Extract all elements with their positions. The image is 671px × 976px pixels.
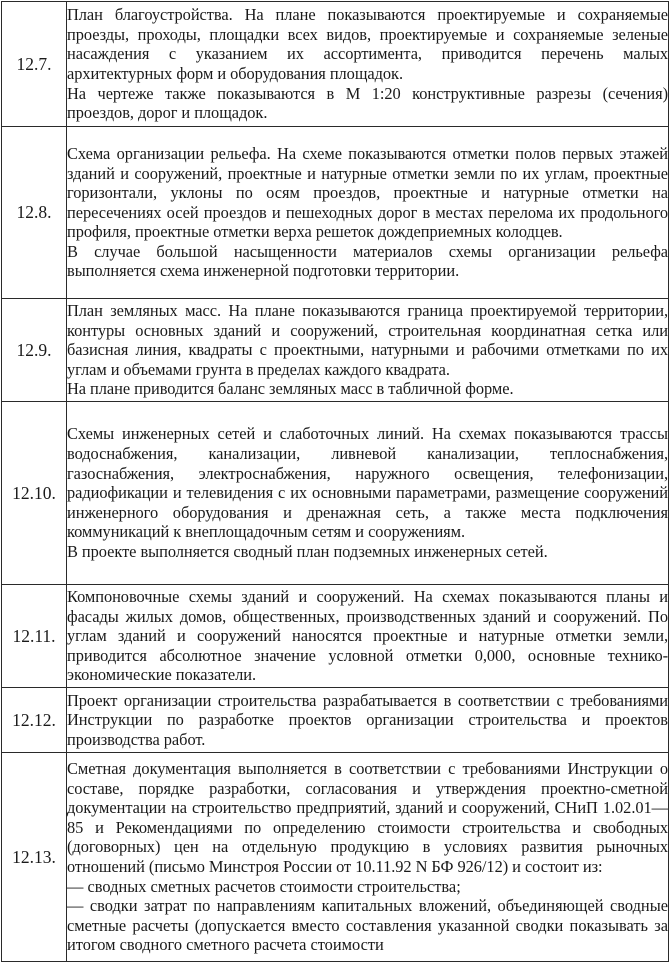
section-text [67, 402, 669, 585]
paragraph: В проекте выполняется сводный план подземных инженерных сетей. [67, 541, 548, 561]
table-row [2, 127, 669, 299]
section-number: 12.9. [2, 299, 67, 402]
table-row [2, 585, 669, 688]
section-number: 12.13. [2, 753, 67, 962]
paragraph: План земляных масс. На плане показываются граница проектируемой территории, контуры основных зданий и сооружений, строительная координатная сетка или базисная линия, квадраты с проектными, натурными и рабочими отметками по их углам и объемами грунта в пределах каждого квадрата. [67, 301, 668, 379]
paragraph: Схема организации рельефа. На схеме показываются отметки полов первых этажей зданий и сооружений, проектные и натурные отметки земли по их углам, проектные горизонтали, уклоны по осям проездов, проектные и натурные отметки на пересечениях осей проездов и пешеходных дорог в местах перелома их продольного профиля, проектные отметки верха решеток дождеприемных колодцев. [67, 143, 668, 242]
section-number: 12.11. [2, 585, 67, 688]
table-row [2, 688, 669, 753]
requirements-table [1, 1, 669, 962]
paragraph: На плане приводится баланс земляных масс в табличной форме. [67, 379, 514, 399]
table-row [2, 299, 669, 402]
table-row [2, 2, 669, 127]
list-item: — сводных сметных расчетов стоимости строительства; [67, 876, 461, 896]
section-text [67, 2, 669, 127]
section-text [67, 585, 669, 688]
table-row [2, 402, 669, 585]
section-text [67, 688, 669, 753]
list-item: — сводки затрат по направлениям капитальных вложений, объединяющей сводные сметные расчеты (допускается вместо составления указанной сводки показывать за итогом сводного сметного расчета стоимости [67, 896, 668, 955]
paragraph: Проект организации строительства разрабатывается в соответствии с требованиями Инструкции по разработке проектов организации строительства и проектов производства работ. [67, 690, 668, 749]
table-row [2, 753, 669, 962]
section-number: 12.7. [2, 2, 67, 127]
section-text [67, 127, 669, 299]
paragraph: Схемы инженерных сетей и слаботочных линий. На схемах показываются трассы водоснабжения, канализации, ливневой канализации, теплоснабжения, газоснабжения, электроснабжения, наружного освещения, телефонизации, радиофикации и телевидения с их основными параметрами, размещение сооружений инженерного оборудования и дренажная сеть, а также места подключения коммуникаций к внеплощадочным сетям и сооружениям. [67, 424, 668, 542]
paragraph: На чертеже также показываются в М 1:20 конструктивные разрезы (сечения) проездов, дорог и площадок. [67, 83, 668, 123]
paragraph: В случае большой насыщенности материалов схемы организации рельефа выполняется схема инженерной подготовки территории. [67, 241, 668, 281]
section-text [67, 753, 669, 962]
section-number: 12.12. [2, 688, 67, 753]
paragraph: Компоновочные схемы зданий и сооружений. На схемах показываются планы и фасады жилых домов, общественных, производственных зданий и сооружений. По углам зданий и сооружений наносятся проектные и натурные отметки земли, приводится абсолютное значение условной отметки 0,000, основные технико-экономические показатели. [67, 587, 668, 685]
section-number: 12.8. [2, 127, 67, 299]
section-text [67, 299, 669, 402]
section-number: 12.10. [2, 402, 67, 585]
paragraph: План благоустройства. На плане показываются проектируемые и сохраняемые проезды, проходы, площадки всех видов, проектируемые и сохраняемые зеленые насаждения с указанием их ассортимента, приводится перечень малых архитектурных форм и оборудования площадок. [67, 5, 668, 83]
paragraph: Сметная документация выполняется в соответствии с требованиями Инструкции о составе, порядке разработки, согласования и утверждения проектно-сметной документации на строительство предприятий, зданий и сооружений, СНиП 1.02.01—85 и Рекомендациями по определению стоимости строительства и свободных (договорных) цен на отдельную продукцию в условиях развития рыночных отношений (письмо Минстроя России от 10.11.92 N БФ 926/12) и состоит из: [67, 759, 668, 876]
